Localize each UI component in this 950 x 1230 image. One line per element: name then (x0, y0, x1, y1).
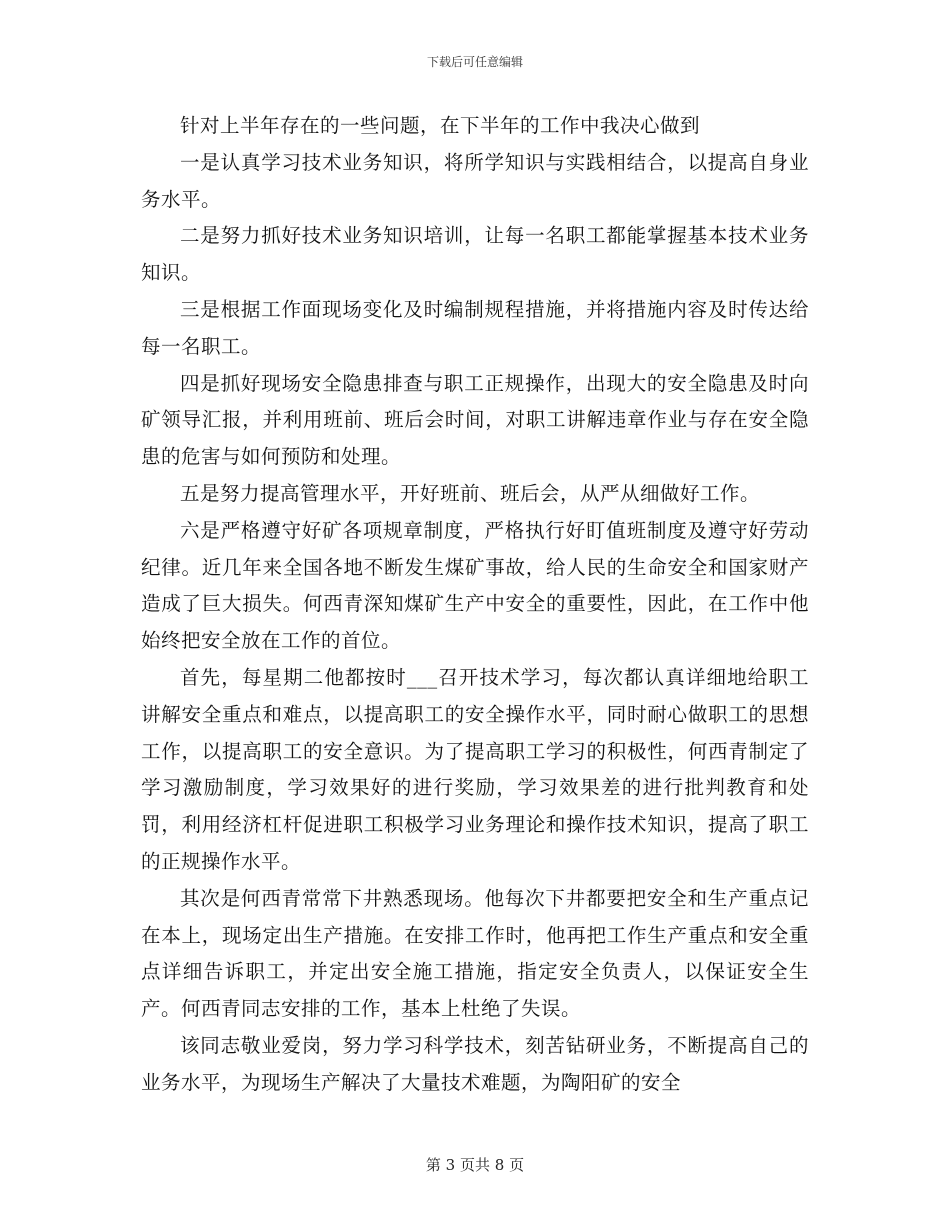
page-footer: 第 3 页共 8 页 (425, 1156, 525, 1174)
paragraph: 四是抓好现场安全隐患排查与职工正规操作，出现大的安全隐患及时向矿领导汇报，并利用班前、班后会时间，对职工讲解违章作业与存在安全隐患的危害与如何预防和处理。 (141, 371, 809, 469)
paragraph: 五是努力提高管理水平，开好班前、班后会，从严从细做好工作。 (180, 481, 761, 505)
paragraph: 首先，每星期二他都按时___召开技术学习，每次都认真详细地给职工讲解安全重点和难点，以提高职工的安全操作水平，同时耐心做职工的思想工作，以提高职工的安全意识。为了提高职工学习的积极性，何西青制定了学习激励制度，学习效果好的进行奖励，学习效果差的进行批判教育和处罚，利用经济杠杆促进职工积极学习业务理论和操作技术知识，提高了职工的正规操作水平。 (141, 665, 809, 873)
paragraph: 二是努力抓好技术业务知识培训，让每一名职工都能掌握基本技术业务知识。 (141, 224, 809, 285)
paragraph: 该同志敬业爱岗，努力学习科学技术，刻苦钻研业务，不断提高自己的业务水平，为现场生产解决了大量技术难题，为陶阳矿的安全 (141, 1033, 809, 1094)
paragraph: 针对上半年存在的一些问题，在下半年的工作中我决心做到 (180, 114, 701, 137)
document-body (141, 108, 809, 1102)
paragraph: 一是认真学习技术业务知识，将所学知识与实践相结合，以提高自身业务水平。 (141, 150, 809, 211)
paragraph: 其次是何西青常常下井熟悉现场。他每次下井都要把安全和生产重点记在本上，现场定出生产措施。在安排工作时，他再把工作生产重点和安全重点详细告诉职工，并定出安全施工措施，指定安全负责人，以保证安全生产。何西青同志安排的工作，基本上杜绝了失误。 (141, 886, 809, 1021)
paragraph: 六是严格遵守好矿各项规章制度，严格执行好盯值班制度及遵守好劳动纪律。近几年来全国各地不断发生煤矿事故，给人民的生命安全和国家财产造成了巨大损失。何西青深知煤矿生产中安全的重要性，因此，在工作中他始终把安全放在工作的首位。 (141, 518, 809, 653)
paragraph: 三是根据工作面现场变化及时编制规程措施，并将措施内容及时传达给每一名职工。 (141, 297, 809, 358)
page-header: 下载后可任意编辑 (426, 55, 523, 69)
